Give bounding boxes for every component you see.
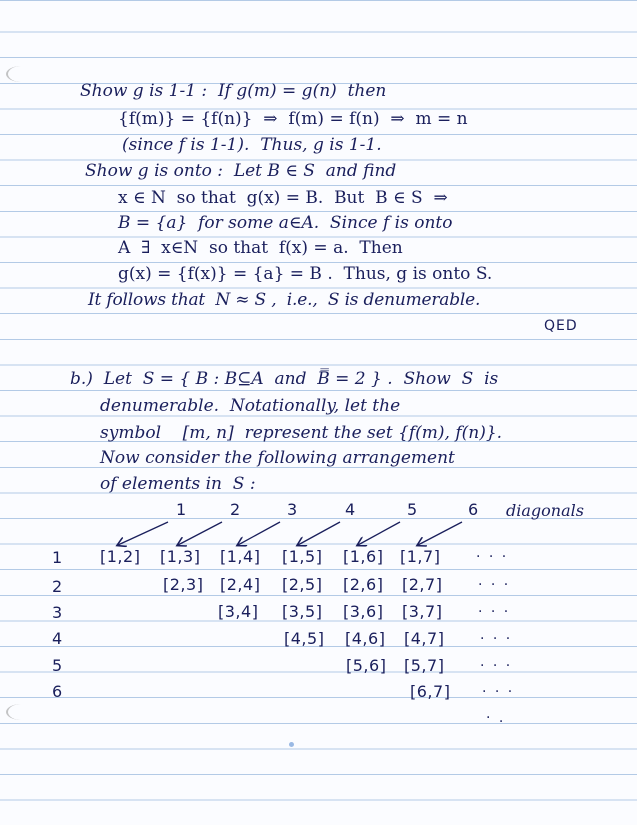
diagonal-arrow-6 (418, 522, 462, 545)
pair-cell: [2,7] (402, 575, 443, 594)
proof-line: A ∃ x∈N so that f(x) = a. Then (118, 238, 403, 258)
row-ellipsis: · · · (478, 577, 511, 593)
pair-cell: [1,4] (220, 547, 261, 566)
pair-cell: [2,3] (163, 575, 204, 594)
row-ellipsis: · · · (478, 604, 511, 620)
column-number: 3 (287, 500, 298, 519)
diagonal-arrow-2 (178, 522, 222, 545)
row-ellipsis: · · · (476, 549, 509, 565)
diagonals-label: diagonals (506, 501, 584, 520)
pair-cell: [6,7] (410, 682, 451, 701)
pair-cell: [1,6] (343, 547, 384, 566)
proof-line: g(x) = {f(x)} = {a} = B . Thus, g is onto S. (118, 264, 493, 284)
proof-line: symbol [m, n] represent the set {f(m), f(n)}. (100, 423, 503, 443)
column-number: 4 (345, 500, 356, 519)
pair-cell: [1,3] (160, 547, 201, 566)
column-number: 2 (230, 500, 241, 519)
proof-line: Show g is onto : Let B ∈ S and find (85, 161, 397, 181)
proof-line: denumerable. Notationally, let the (100, 396, 401, 416)
pair-cell: [4,5] (284, 629, 325, 648)
proof-line: of elements in S : (100, 474, 256, 494)
proof-line: Show g is 1-1 : If g(m) = g(n) then (80, 81, 387, 101)
proof-line: (since f is 1-1). Thus, g is 1-1. (122, 135, 382, 155)
column-number: 1 (176, 500, 187, 519)
pair-cell: [1,7] (400, 547, 441, 566)
proof-line: x ∈ N so that g(x) = B. But B ∈ S ⇒ (118, 188, 448, 208)
pair-cell: [5,7] (404, 656, 445, 675)
row-number: 2 (52, 577, 63, 596)
row-ellipsis: · · · (480, 658, 513, 674)
pair-cell: [1,5] (282, 547, 323, 566)
column-number: 5 (407, 500, 418, 519)
row-number: 5 (52, 656, 63, 675)
pair-cell: [1,2] (100, 547, 141, 566)
pair-cell: [2,4] (220, 575, 261, 594)
ink-blot (289, 742, 294, 747)
row-ellipsis: · · · (480, 631, 513, 647)
proof-line: Now consider the following arrangement (100, 448, 455, 468)
proof-line: It follows that N ≈ S , i.e., S is denumerable. (88, 290, 481, 310)
proof-line: B = {a} for some a∈A. Since f is onto (118, 213, 453, 233)
pair-cell: [3,4] (218, 602, 259, 621)
diagonal-arrow-5 (358, 522, 400, 545)
pair-cell: [4,6] (345, 629, 386, 648)
pair-cell: [2,6] (343, 575, 384, 594)
row-number: 3 (52, 603, 63, 622)
row-number: 1 (52, 548, 63, 567)
pair-cell: [3,6] (343, 602, 384, 621)
row-ellipsis: · · · (482, 684, 515, 700)
diagonal-arrow-1 (118, 522, 168, 545)
row-number: 6 (52, 682, 63, 701)
qed-mark: QED (544, 318, 578, 334)
row-number: 4 (52, 629, 63, 648)
pair-cell: [5,6] (346, 656, 387, 675)
proof-line: {f(m)} = {f(n)} ⇒ f(m) = f(n) ⇒ m = n (118, 109, 468, 129)
pair-cell: [3,5] (282, 602, 323, 621)
pair-cell: [4,7] (404, 629, 445, 648)
pair-cell: [3,7] (402, 602, 443, 621)
final-ellipsis: · . (486, 710, 506, 726)
proof-line: b.) Let S = { B : B⊆A and B̿ = 2 } . Show S is (70, 369, 499, 389)
pair-cell: [2,5] (282, 575, 323, 594)
diagonal-arrow-4 (298, 522, 340, 545)
column-number: 6 (468, 500, 479, 519)
diagonal-arrow-3 (238, 522, 280, 545)
